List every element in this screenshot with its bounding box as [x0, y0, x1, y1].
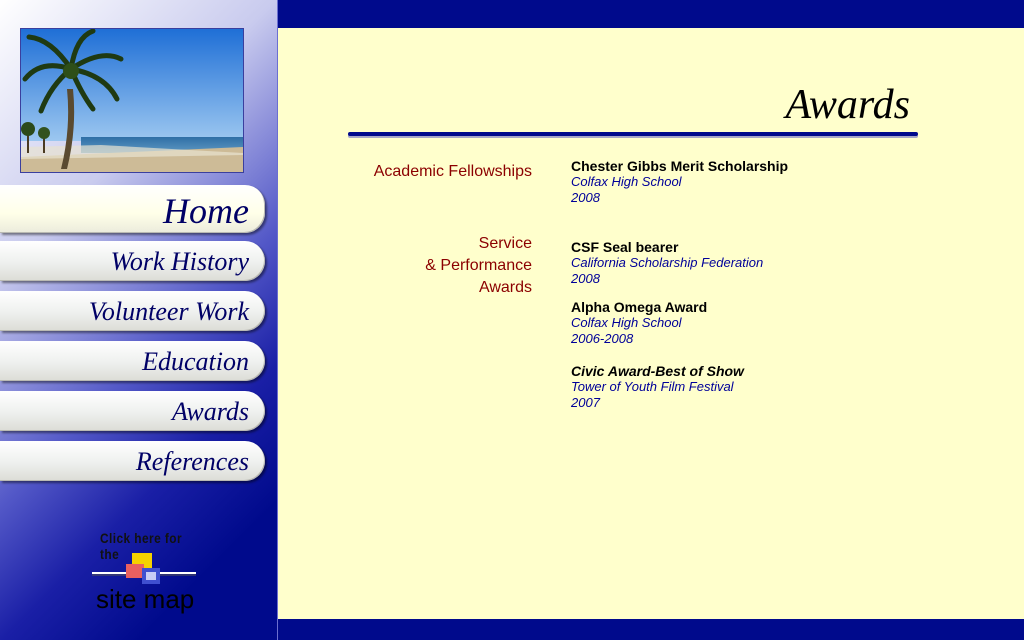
award-year: 2006-2008 [571, 331, 634, 346]
nav-home-label: Home [163, 191, 249, 231]
nav-awards-button[interactable] [0, 391, 265, 431]
nav-volunteer-work-button[interactable] [0, 291, 265, 331]
award-name: Alpha Omega Award [571, 299, 708, 315]
award-name: CSF Seal bearer [571, 239, 679, 255]
award-name: Chester Gibbs Merit Scholarship [571, 158, 789, 174]
top-bar [278, 0, 1024, 28]
award-year: 2008 [571, 190, 600, 205]
bottom-bar [278, 619, 1024, 640]
main-content [278, 28, 1024, 619]
award-org: Colfax High School [571, 174, 682, 189]
nav-references-label: References [135, 447, 249, 476]
sitemap-link[interactable] [88, 528, 216, 618]
award-entry [571, 299, 707, 347]
category-line: Awards [478, 279, 532, 296]
award-org: Tower of Youth Film Festival [571, 379, 734, 394]
nav-education-button[interactable] [0, 341, 265, 381]
sitemap-click-text: Click here for the [100, 530, 183, 562]
award-entry [571, 239, 763, 287]
award-entry [571, 363, 744, 411]
category-line: & Performance [425, 257, 532, 274]
nav-awards-label: Awards [171, 397, 249, 426]
award-year: 2008 [571, 271, 600, 286]
award-year: 2007 [571, 395, 600, 410]
award-name: Civic Award-Best of Show [571, 363, 744, 379]
nav-references-button[interactable] [0, 441, 265, 481]
award-entry [571, 158, 788, 206]
beach-palm-photo [20, 28, 244, 173]
title-divider [348, 132, 918, 136]
nav-home-button[interactable] [0, 185, 265, 233]
sitemap-label: site map [96, 584, 195, 614]
nav-work-history-button[interactable] [0, 241, 265, 281]
category-line: Service [478, 235, 532, 252]
page-title: Awards [785, 82, 910, 128]
category-service-performance [425, 233, 532, 299]
main-nav [0, 185, 265, 491]
award-org: California Scholarship Federation [571, 255, 764, 270]
nav-education-label: Education [142, 347, 249, 376]
sidebar [0, 0, 278, 640]
nav-volunteer-work-label: Volunteer Work [88, 297, 249, 326]
nav-work-history-label: Work History [110, 247, 249, 276]
category-academic-fellowships: Academic Fellowships [373, 163, 532, 180]
award-org: Colfax High School [571, 315, 682, 330]
